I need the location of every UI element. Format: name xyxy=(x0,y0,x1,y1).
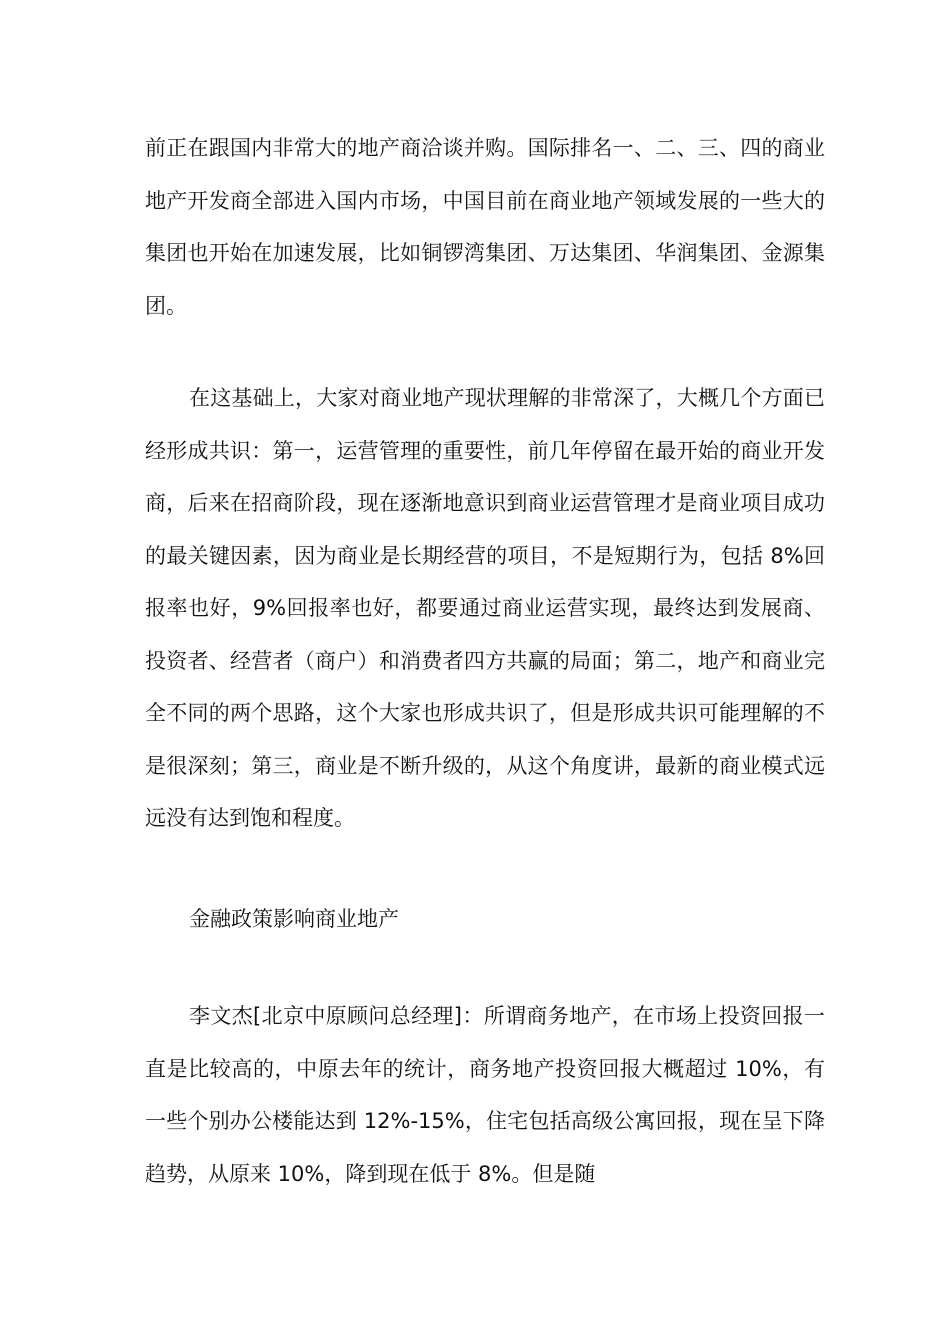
section-heading: 金融政策影响商业地产 xyxy=(189,907,399,931)
paragraph-continuation: 前正在跟国内非常大的地产商洽谈并购。国际排名一、二、三、四的商业地产开发商全部进入国内市场，中国目前在商业地产领域发展的一些大的集团也开始在加速发展，比如铜锣湾集团、万达集团、华润集团、金源集团。 xyxy=(145,136,825,318)
paragraph-interview: 李文杰[北京中原顾问总经理]：所谓商务地产，在市场上投资回报一直是比较高的，中原去年的统计，商务地产投资回报大概超过 10%，有一些个别办公楼能达到 12%-15%，住宅包括高级公寓回报，现在呈下降趋势，从原来 10%，降到现在低于 8%。但是随 xyxy=(145,1004,825,1186)
paragraph-consensus: 在这基础上，大家对商业地产现状理解的非常深了，大概几个方面已经形成共识：第一，运营管理的重要性，前几年停留在最开始的商业开发商，后来在招商阶段，现在逐渐地意识到商业运营管理才是商业项目成功的最关键因素，因为商业是长期经营的项目，不是短期行为，包括 8%回报率也好，9%回报率也好，都要通过商业运营实现，最终达到发展商、投资者、经营者（商户）和消费者四方共赢的局面；第二，地产和商业完全不同的两个思路，这个大家也形成共识了，但是形成共识可能理解的不是很深刻；第三，商业是不断升级的，从这个角度讲，最新的商业模式远远没有达到饱和程度。 xyxy=(145,386,825,830)
